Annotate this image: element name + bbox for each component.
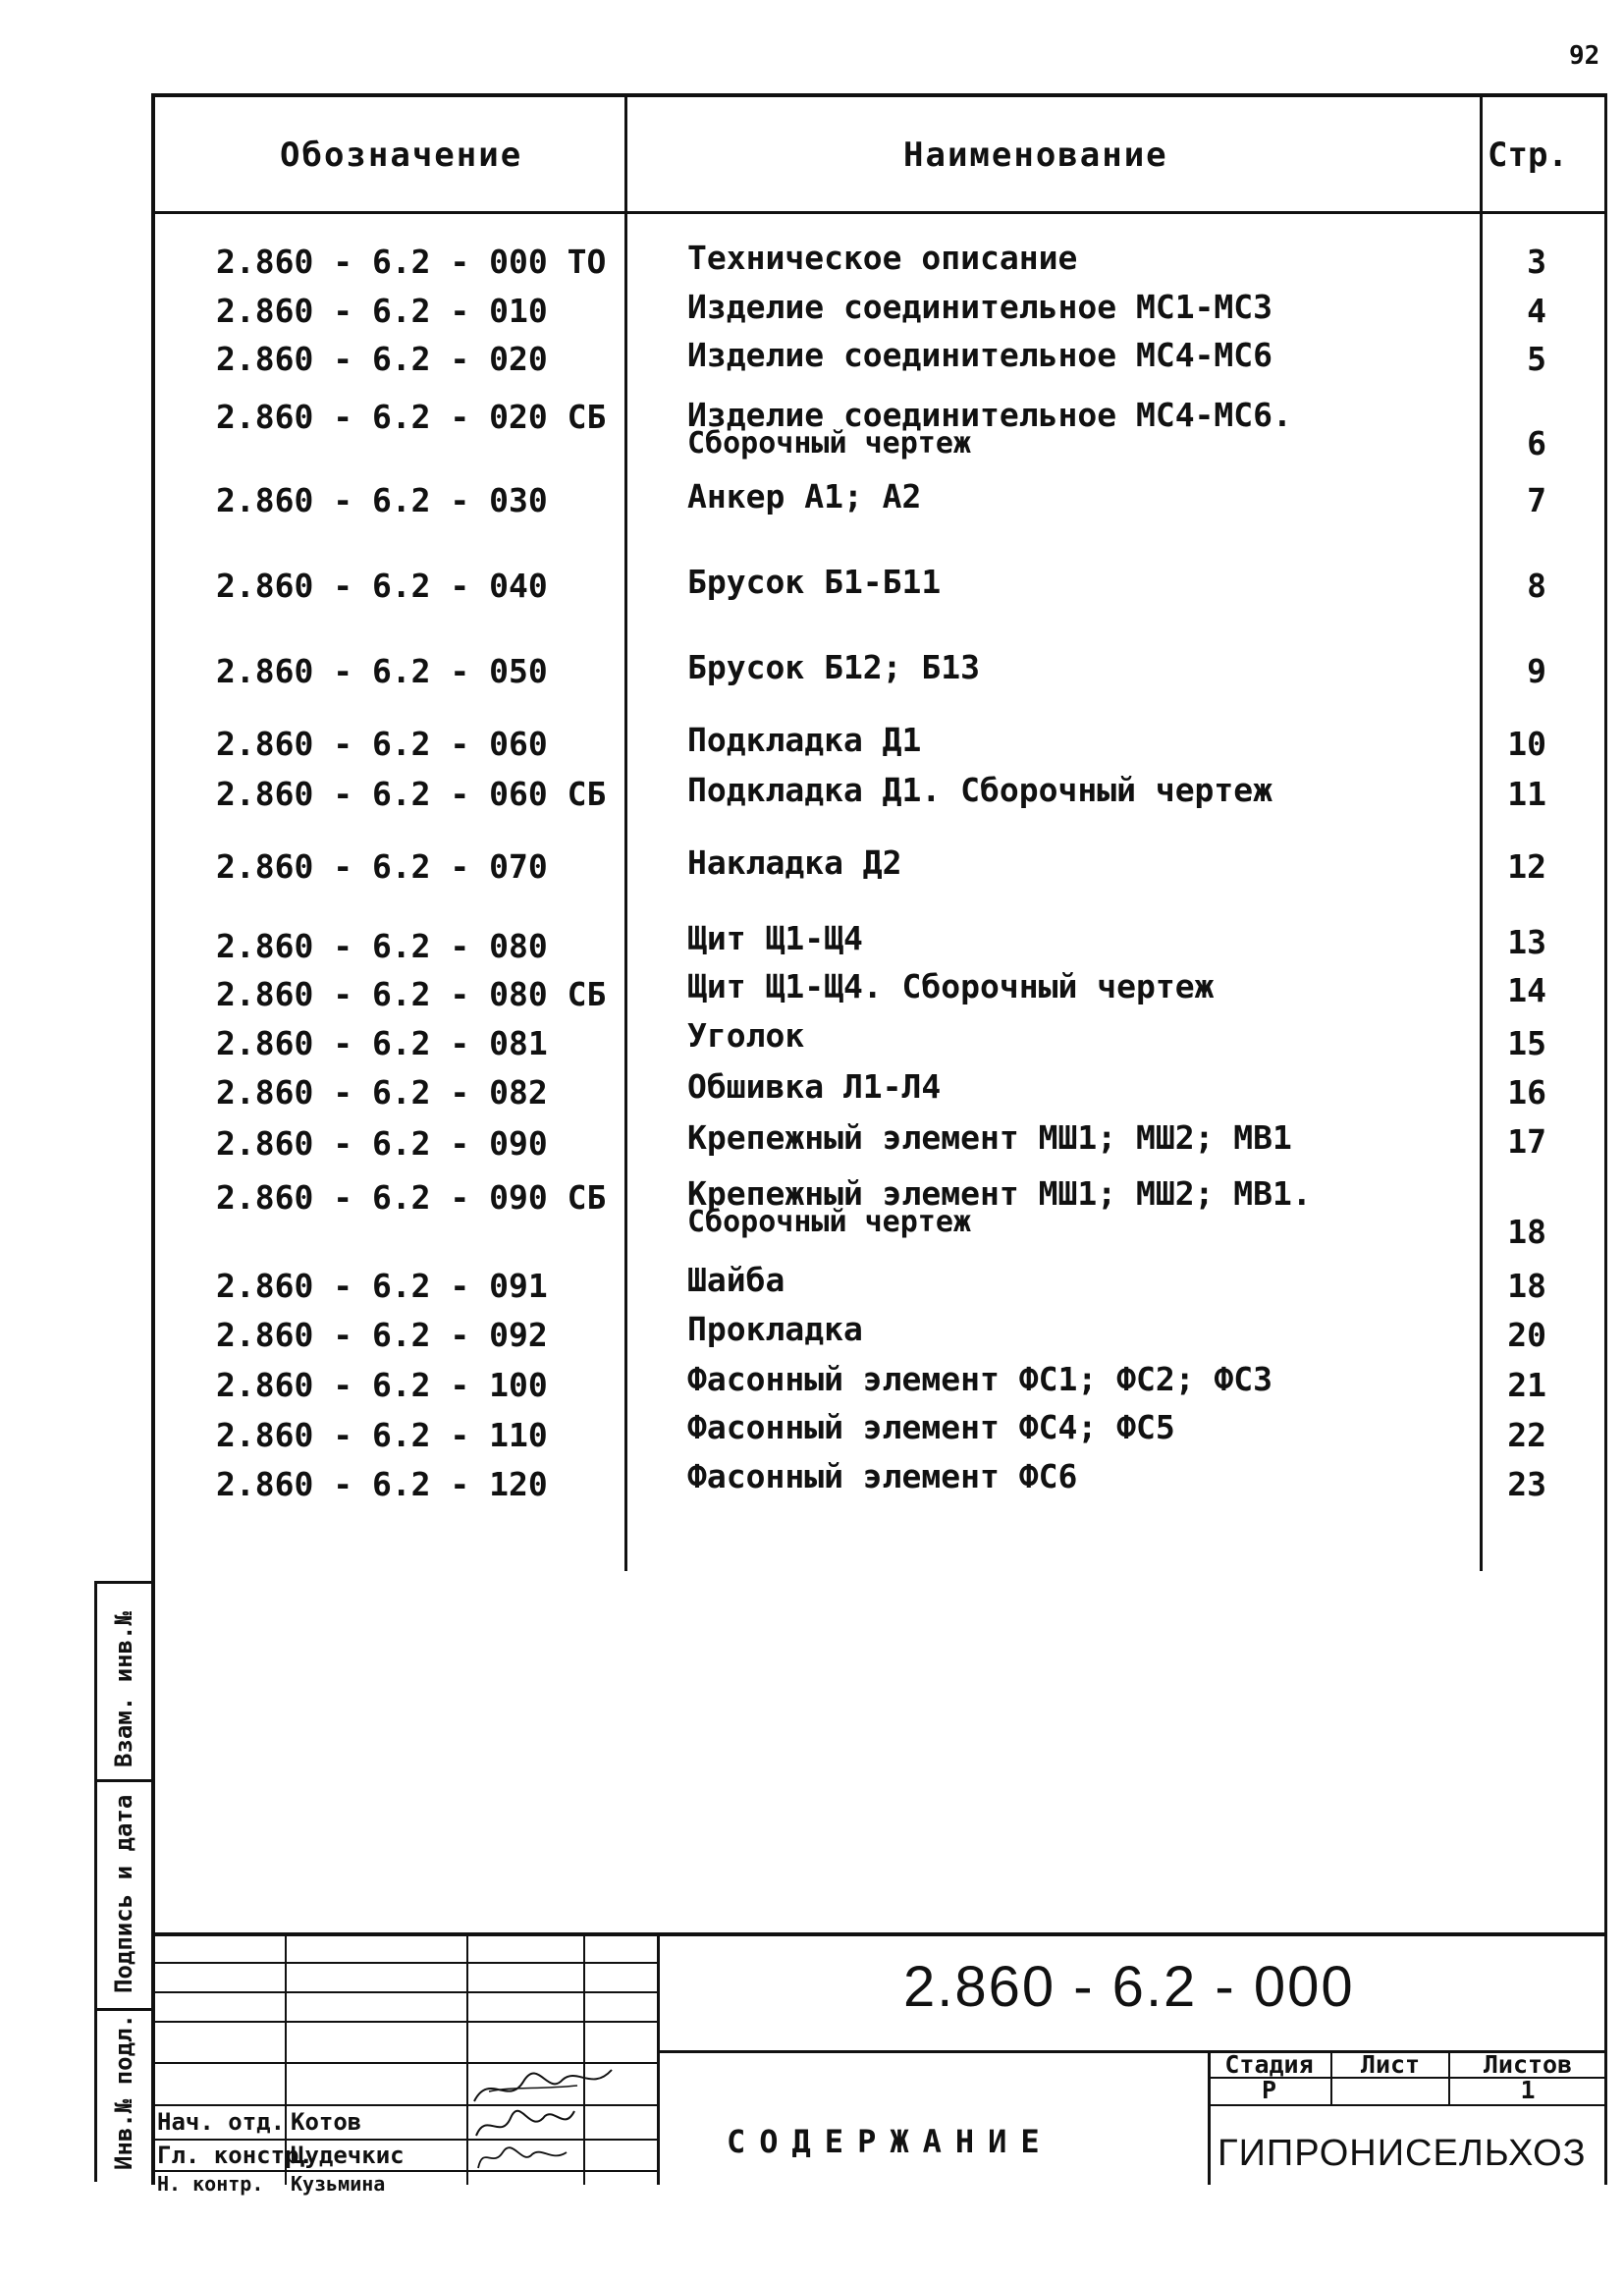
sheets-label: Листов [1483, 2050, 1573, 2079]
row-name: Уголок [687, 1016, 805, 1055]
podpis-data-label: Подпись и дата [110, 1794, 137, 1993]
row-page: 6 [1527, 424, 1546, 462]
row-page: 13 [1507, 923, 1546, 961]
signer-name: Котов [291, 2108, 362, 2136]
row-page: 7 [1527, 481, 1546, 519]
row-page: 16 [1507, 1073, 1546, 1112]
header-bottom-border [153, 211, 1606, 214]
row-name: Фасонный элемент ФС4; ФС5 [687, 1408, 1175, 1446]
document-code: 2.860 - 6.2 - 000 [903, 1955, 1355, 2019]
row-code: 2.860 - 6.2 - 081 [216, 1024, 548, 1062]
vzam-inv-label: Взам. инв.№ [110, 1611, 137, 1767]
row-code: 2.860 - 6.2 - 020 СБ [216, 398, 607, 436]
row-page: 20 [1507, 1316, 1546, 1354]
signer-role: Н. контр. [157, 2172, 264, 2196]
row-page: 3 [1527, 243, 1546, 281]
signature-tsudechkis [471, 2106, 579, 2144]
row-name: Крепежный элемент МШ1; МШ2; МВ1 [687, 1118, 1292, 1157]
row-code: 2.860 - 6.2 - 070 [216, 847, 548, 886]
document-title: СОДЕРЖАНИЕ [727, 2123, 1054, 2160]
row-name: Изделие соединительное МС4-МС6. [687, 396, 1292, 434]
sheet-label: Лист [1360, 2050, 1421, 2079]
row-page: 8 [1527, 567, 1546, 605]
sheets-value: 1 [1520, 2076, 1536, 2104]
row-page: 15 [1507, 1024, 1546, 1062]
signer-name: Цудечкис [291, 2142, 405, 2169]
row-name: Прокладка [687, 1310, 863, 1348]
sig-grid-row-1 [153, 1962, 657, 1964]
row-code: 2.860 - 6.2 - 050 [216, 652, 548, 690]
signer-role: Нач. отд. [157, 2108, 286, 2136]
row-name-continued: Сборочный чертеж [687, 1205, 971, 1239]
row-page: 23 [1507, 1465, 1546, 1503]
row-name: Щит Щ1-Щ4. Сборочный чертеж [687, 967, 1215, 1005]
row-page: 14 [1507, 971, 1546, 1009]
row-code: 2.860 - 6.2 - 080 [216, 927, 548, 965]
signer-role: Гл. констр. [157, 2142, 313, 2169]
row-code: 2.860 - 6.2 - 120 [216, 1465, 548, 1503]
stage-label: Стадия [1224, 2050, 1314, 2079]
row-name-continued: Сборочный чертеж [687, 426, 971, 461]
organization-name: ГИПРОНИСЕЛЬХОЗ [1218, 2133, 1587, 2174]
row-name: Шайба [687, 1261, 785, 1299]
row-code: 2.860 - 6.2 - 092 [216, 1316, 548, 1354]
row-page: 4 [1527, 292, 1546, 330]
row-page: 21 [1507, 1366, 1546, 1404]
title-block-left-divider [657, 1932, 660, 2185]
sig-grid-col-2 [466, 1932, 468, 2185]
row-page: 18 [1507, 1213, 1546, 1251]
col-name-header: Наименование [903, 136, 1168, 175]
frame-left-border [151, 93, 155, 2185]
side-stamp-outer-left [94, 1581, 97, 2182]
sig-grid-row-6 [153, 2139, 657, 2141]
signer-name: Кузьмина [291, 2172, 386, 2196]
row-name: Обшивка Л1-Л4 [687, 1067, 942, 1106]
row-code: 2.860 - 6.2 - 090 [216, 1124, 548, 1163]
row-name: Подкладка Д1. Сборочный чертеж [687, 771, 1273, 809]
frame-right-border [1604, 93, 1607, 2185]
row-name: Брусок Б1-Б11 [687, 563, 942, 601]
row-page: 10 [1507, 725, 1546, 763]
row-name: Крепежный элемент МШ1; МШ2; МВ1. [687, 1174, 1312, 1213]
row-name: Изделие соединительное МС4-МС6 [687, 336, 1273, 374]
col-code-header: Обозначение [280, 136, 523, 175]
row-page: 9 [1527, 652, 1546, 690]
sig-grid-row-2 [153, 1991, 657, 1993]
row-page: 17 [1507, 1122, 1546, 1161]
row-code: 2.860 - 6.2 - 082 [216, 1073, 548, 1112]
row-code: 2.860 - 6.2 - 091 [216, 1267, 548, 1305]
row-code: 2.860 - 6.2 - 010 [216, 292, 548, 330]
row-code: 2.860 - 6.2 - 060 [216, 725, 548, 763]
row-code: 2.860 - 6.2 - 100 [216, 1366, 548, 1404]
row-name: Подкладка Д1 [687, 721, 922, 759]
signature-kuzmina [473, 2141, 571, 2172]
row-code: 2.860 - 6.2 - 030 [216, 481, 548, 519]
row-code: 2.860 - 6.2 - 090 СБ [216, 1178, 607, 1217]
row-name: Фасонный элемент ФС1; ФС2; ФС3 [687, 1360, 1273, 1398]
side-stamp-top [94, 1581, 153, 1584]
signature-kotov [469, 2062, 617, 2111]
row-page: 11 [1507, 775, 1546, 813]
row-code: 2.860 - 6.2 - 040 [216, 567, 548, 605]
row-name: Фасонный элемент ФС6 [687, 1457, 1078, 1495]
row-page: 22 [1507, 1416, 1546, 1454]
row-page: 18 [1507, 1267, 1546, 1305]
row-name: Щит Щ1-Щ4 [687, 919, 863, 957]
row-name: Техническое описание [687, 239, 1078, 277]
title-block-top [153, 1932, 1606, 1936]
row-code: 2.860 - 6.2 - 000 ТО [216, 243, 607, 281]
row-name: Накладка Д2 [687, 843, 902, 882]
sig-grid-row-3 [153, 2021, 657, 2023]
row-name: Анкер А1; А2 [687, 477, 922, 516]
side-stamp-divider-1 [94, 1779, 153, 1782]
row-code: 2.860 - 6.2 - 020 [216, 340, 548, 378]
row-page: 5 [1527, 340, 1546, 378]
row-code: 2.860 - 6.2 - 080 СБ [216, 975, 607, 1013]
inv-podl-label: Инв.№ подл. [110, 2014, 137, 2170]
col-page-header: Стр. [1488, 136, 1568, 175]
side-stamp-divider-2 [94, 2008, 153, 2011]
col-divider-1 [624, 93, 627, 1571]
sig-grid-col-3 [583, 1932, 585, 2185]
row-page: 12 [1507, 847, 1546, 886]
stage-value: Р [1261, 2076, 1277, 2104]
sheet-corner-mark: 92 [1569, 41, 1600, 71]
row-name: Изделие соединительное МС1-МС3 [687, 288, 1273, 326]
row-code: 2.860 - 6.2 - 060 СБ [216, 775, 607, 813]
row-code: 2.860 - 6.2 - 110 [216, 1416, 548, 1454]
frame-top-border [153, 93, 1606, 97]
row-name: Брусок Б12; Б13 [687, 648, 981, 686]
title-block-stage-row2 [1208, 2104, 1605, 2106]
